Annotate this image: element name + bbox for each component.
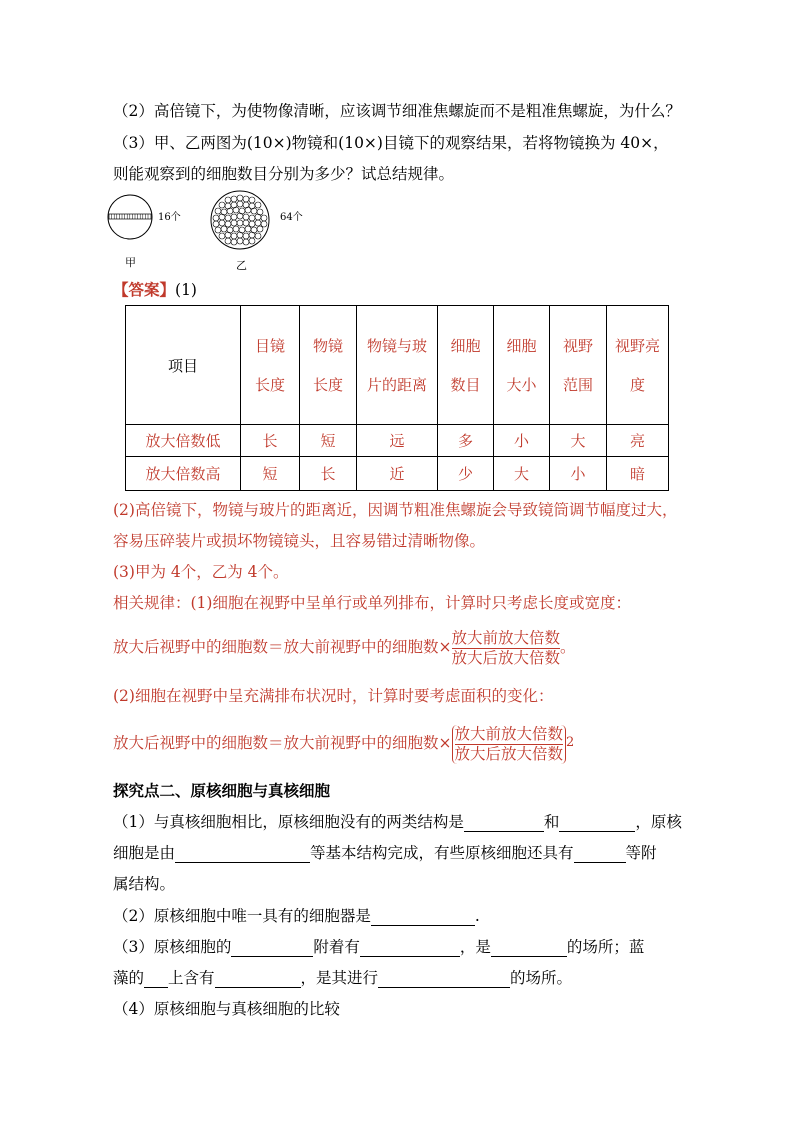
formula-2-numerator: 放大前放大倍数 xyxy=(454,724,564,743)
blank-field[interactable] xyxy=(215,971,301,988)
formula-2-denominator: 放大后放大倍数 xyxy=(454,744,564,763)
header-cell: 视野 范围 xyxy=(550,306,607,425)
formula-1 xyxy=(113,626,576,668)
answer-tag: 【答案】 xyxy=(113,281,176,299)
s2-q3-text-h: 的场所。 xyxy=(510,969,573,987)
blank-field[interactable] xyxy=(464,815,544,832)
blank-field[interactable] xyxy=(231,940,313,957)
answer-part3: (3)甲为 4个，乙为 4个。 xyxy=(113,563,289,581)
rule-intro: 相关规律：(1)细胞在视野中呈单行或单列排布，计算时只考虑长度或宽度： xyxy=(113,594,631,612)
formula-2-exponent: 2 xyxy=(566,735,575,750)
table-cell: 大 xyxy=(550,425,607,457)
s2-q3-line1 xyxy=(113,937,644,957)
question-3-line1: （3）甲、乙两图为(10×)物镜和(10×)目镜下的观察结果，若将物镜换为 40×， xyxy=(113,134,669,152)
s2-q2-text-a: （2）原核细胞中唯一具有的细胞器是 xyxy=(113,907,371,925)
formula-1-lhs: 放大后视野中的细胞数＝放大前视野中的细胞数× xyxy=(113,638,452,656)
formula-1-numerator: 放大前放大倍数 xyxy=(451,628,561,647)
answer-header xyxy=(113,280,197,300)
formula-2-fraction xyxy=(452,725,567,764)
field-jia xyxy=(108,195,152,239)
header-cell: 细胞 大小 xyxy=(494,306,550,425)
header-cell: 项目 xyxy=(126,306,241,425)
blank-field[interactable] xyxy=(371,909,475,926)
table-cell: 少 xyxy=(438,457,494,491)
s2-q1-line3: 属结构。 xyxy=(113,875,176,893)
answer-part2-line1: (2)高倍镜下，物镜与玻片的距离近，因调节粗准焦螺旋会导致镜筒调节幅度过大， xyxy=(113,501,678,519)
s2-q1-text-b: 和 xyxy=(543,813,560,831)
table-cell: 多 xyxy=(438,425,494,457)
s2-q1-text-a: （1）与真核细胞相比，原核细胞没有的两类结构是 xyxy=(113,813,464,831)
table-cell: 长 xyxy=(300,457,357,491)
header-cell: 目镜 长度 xyxy=(241,306,300,425)
header-cell: 物镜与玻 片的距离 xyxy=(357,306,438,425)
question-3-line2: 则能观察到的细胞数目分别为多少？试总结规律。 xyxy=(113,165,455,183)
formula-2-lhs: 放大后视野中的细胞数＝放大前视野中的细胞数× xyxy=(113,734,452,752)
table-cell: 近 xyxy=(357,457,438,491)
table-row xyxy=(126,457,669,491)
s2-q3-text-c: ，是 xyxy=(459,938,491,956)
jia-label: 甲 xyxy=(125,256,136,269)
table-cell: 暗 xyxy=(607,457,669,491)
blank-field[interactable] xyxy=(559,815,635,832)
blank-field[interactable] xyxy=(144,971,168,988)
header-cell: 视野亮 度 xyxy=(607,306,669,425)
s2-q3-text-b: 附着有 xyxy=(313,938,360,956)
s2-q3-text-e: 藻的 xyxy=(113,969,145,987)
yi-label: 乙 xyxy=(236,259,247,272)
s2-q1-line1 xyxy=(113,812,682,832)
field-yi xyxy=(211,191,269,249)
table-cell: 亮 xyxy=(607,425,669,457)
answer-part1: (1) xyxy=(175,281,197,299)
table-cell: 小 xyxy=(550,457,607,491)
table-cell: 放大倍数高 xyxy=(126,457,241,491)
yi-count: 64个 xyxy=(280,212,303,223)
microscope-figure xyxy=(100,190,330,272)
s2-q3-text-d: 的场所；蓝 xyxy=(566,938,645,956)
table-cell: 短 xyxy=(300,425,357,457)
s2-q3-line2 xyxy=(113,968,572,988)
blank-field[interactable] xyxy=(360,940,460,957)
s2-q1-line2 xyxy=(113,843,657,863)
formula-1-end: 。 xyxy=(560,638,576,656)
blank-field[interactable] xyxy=(574,846,626,863)
s2-q2 xyxy=(113,906,480,926)
table-row xyxy=(126,425,669,457)
s2-q1-text-f: 等附 xyxy=(625,844,657,862)
s2-q3-text-f: 上含有 xyxy=(168,969,215,987)
header-cell: 细胞 数目 xyxy=(438,306,494,425)
s2-q2-text-b: . xyxy=(474,907,480,925)
table-cell: 短 xyxy=(241,457,300,491)
header-cell: 物镜 长度 xyxy=(300,306,357,425)
s2-q1-text-c: ，原核 xyxy=(635,813,682,831)
s2-q3-text-a: （3）原核细胞的 xyxy=(113,938,232,956)
table-cell: 放大倍数低 xyxy=(126,425,241,457)
formula-2 xyxy=(113,720,574,766)
s2-q1-text-d: 细胞是由 xyxy=(113,844,176,862)
jia-count: 16个 xyxy=(158,212,181,223)
formula-1-denominator: 放大后放大倍数 xyxy=(451,648,561,667)
table-header-row xyxy=(126,306,669,425)
table-cell: 长 xyxy=(241,425,300,457)
blank-field[interactable] xyxy=(175,846,310,863)
table-cell: 大 xyxy=(494,457,550,491)
blank-field[interactable] xyxy=(378,971,510,988)
answer-part2-line2: 容易压碎装片或损坏物镜镜头，且容易错过清晰物像。 xyxy=(113,532,486,550)
formula-1-fraction xyxy=(452,629,561,668)
table-cell: 远 xyxy=(357,425,438,457)
section-2-title: 探究点二、原核细胞与真核细胞 xyxy=(113,782,331,800)
s2-q3-text-g: ，是其进行 xyxy=(300,969,379,987)
table-cell: 小 xyxy=(494,425,550,457)
s2-q4: （4）原核细胞与真核细胞的比较 xyxy=(113,1000,340,1018)
question-2: （2）高倍镜下，为使物像清晰，应该调节细准焦螺旋而不是粗准焦螺旋，为什么？ xyxy=(113,102,681,120)
blank-field[interactable] xyxy=(491,940,567,957)
rule-2: (2)细胞在视野中呈充满排布状况时，计算时要考虑面积的变化： xyxy=(113,687,554,705)
s2-q1-text-e: 等基本结构完成，有些原核细胞还具有 xyxy=(310,844,574,862)
answer-table xyxy=(125,305,669,491)
